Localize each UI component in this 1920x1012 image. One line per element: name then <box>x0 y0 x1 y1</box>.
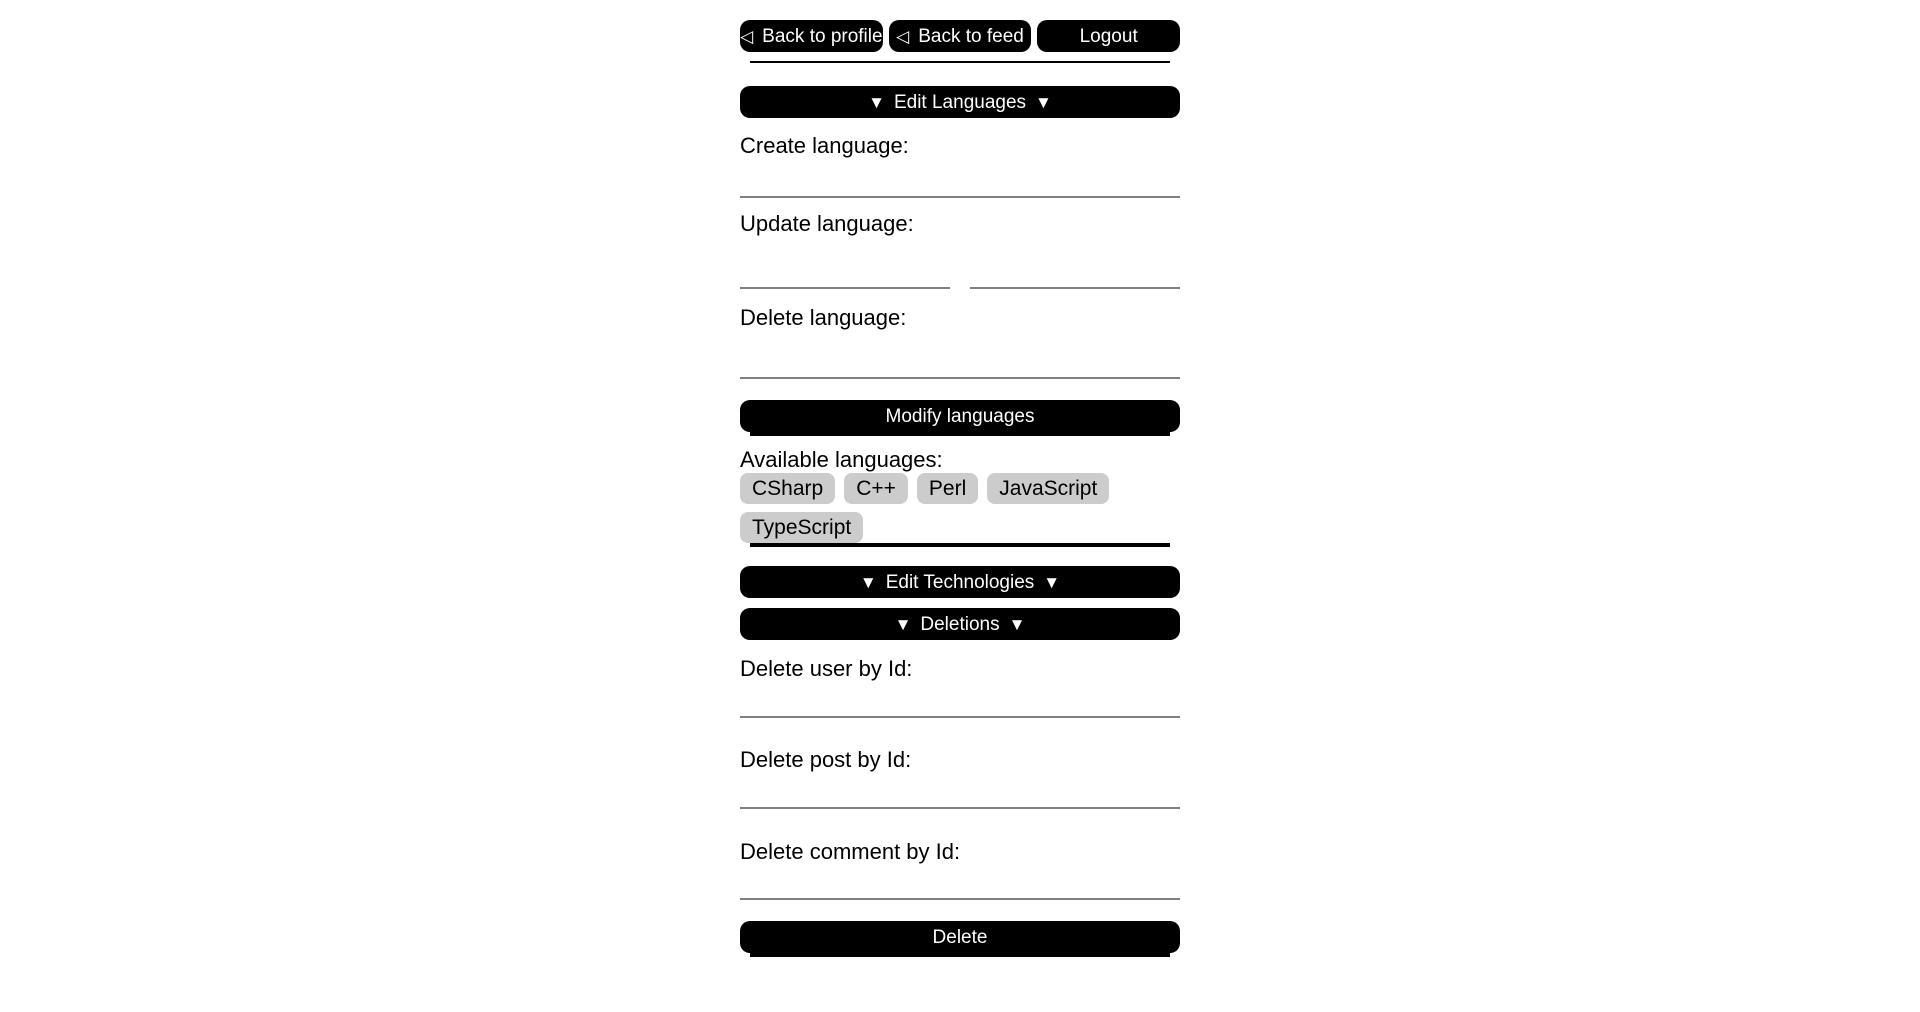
modify-languages-button[interactable] <box>740 400 1180 432</box>
logout-button[interactable] <box>1037 20 1180 52</box>
delete-language-label: Delete language: <box>740 305 907 330</box>
bottom-divider <box>750 953 1170 957</box>
edit-languages-toggle[interactable] <box>740 86 1180 118</box>
available-languages-list <box>740 473 1180 543</box>
language-chip: CSharp <box>740 473 835 504</box>
chevron-down-icon: ▼ <box>1035 92 1052 112</box>
language-chip: JavaScript <box>987 473 1109 504</box>
chevron-down-icon: ▼ <box>1008 614 1026 634</box>
delete-button[interactable] <box>740 921 1180 953</box>
delete-user-id-input[interactable] <box>740 682 1180 718</box>
deletions-label: Deletions <box>920 613 1000 635</box>
back-to-feed-button[interactable] <box>889 20 1032 52</box>
chevron-down-icon: ▼ <box>859 572 877 592</box>
section-divider <box>750 432 1170 436</box>
back-to-feed-label: Back to feed <box>918 25 1024 47</box>
update-language-label: Update language: <box>740 211 914 236</box>
update-language-first-input[interactable] <box>740 237 950 289</box>
modify-languages-label: Modify languages <box>885 405 1035 427</box>
edit-technologies-label: Edit Technologies <box>885 571 1035 593</box>
available-languages-label: Available languages: <box>740 447 943 472</box>
delete-button-label: Delete <box>932 926 988 948</box>
delete-comment-label: Delete comment by Id: <box>740 839 961 864</box>
create-language-label: Create language: <box>740 133 909 158</box>
section-divider <box>750 543 1170 547</box>
update-language-inputs <box>740 237 1180 289</box>
back-to-profile-label: Back to profile <box>762 25 883 47</box>
create-language-input[interactable] <box>740 159 1180 198</box>
chevron-down-icon: ▼ <box>894 614 912 634</box>
chevron-down-icon: ▼ <box>868 92 885 112</box>
language-chip: Perl <box>917 473 978 504</box>
delete-user-label: Delete user by Id: <box>740 656 913 681</box>
top-divider <box>750 61 1170 63</box>
language-chip: C++ <box>844 473 908 504</box>
update-language-second-input[interactable] <box>970 237 1180 289</box>
deletions-toggle[interactable] <box>740 608 1180 640</box>
delete-comment-id-input[interactable] <box>740 865 1180 900</box>
back-triangle-icon: ◁ <box>740 26 754 46</box>
edit-languages-label: Edit Languages <box>893 91 1027 113</box>
logout-label: Logout <box>1079 25 1138 47</box>
top-button-row <box>740 20 1180 52</box>
back-to-profile-button[interactable] <box>740 20 883 52</box>
back-triangle-icon: ◁ <box>896 26 910 46</box>
admin-panel <box>740 0 1180 957</box>
language-chip: TypeScript <box>740 512 863 543</box>
edit-technologies-toggle[interactable] <box>740 566 1180 598</box>
delete-language-input[interactable] <box>740 331 1180 379</box>
delete-post-label: Delete post by Id: <box>740 747 912 772</box>
chevron-down-icon: ▼ <box>1043 572 1061 592</box>
delete-post-id-input[interactable] <box>740 773 1180 809</box>
